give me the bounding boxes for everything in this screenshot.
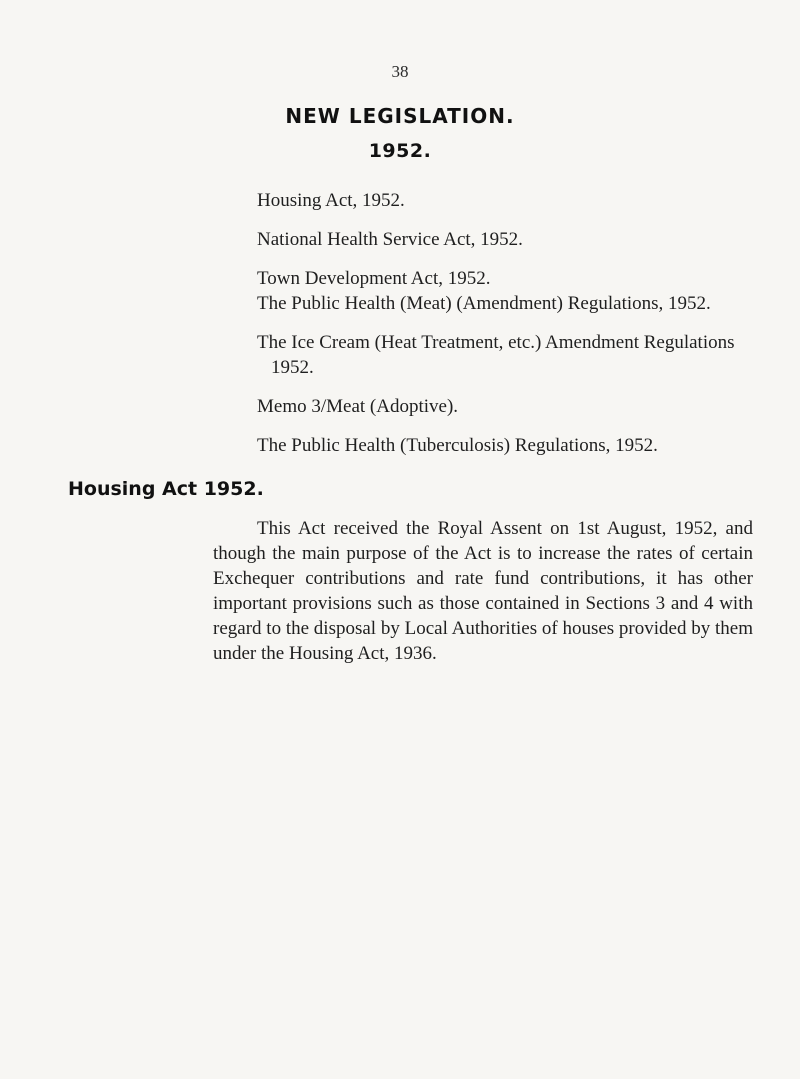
section-heading: Housing Act 1952.: [68, 478, 264, 500]
legislation-item: Housing Act, 1952.: [257, 190, 405, 211]
legislation-item: Town Development Act, 1952.: [257, 268, 491, 289]
legislation-item: National Health Service Act, 1952.: [257, 229, 523, 250]
legislation-item: Memo 3/Meat (Adoptive).: [257, 396, 459, 417]
page-title: NEW LEGISLATION.: [285, 104, 515, 128]
legislation-item: The Public Health (Tuberculosis) Regulations, 1952.: [257, 435, 658, 456]
legislation-item: The Public Health (Meat) (Amendment) Regulations, 1952.: [257, 293, 711, 314]
section-body: This Act received the Royal Assent on 1st August, 1952, and though the main purpose of the Act is to increase the rates of certain Exchequer contributions and rate fund contributions, it has other important provisions such as those contained in Sections 3 and 4 with regard to the disposal by Local Authorities of houses provided by them under the Housing Act, 1936.: [213, 518, 753, 664]
legislation-list: [257, 188, 767, 458]
page-number: 38: [391, 62, 409, 81]
legislation-item: The Ice Cream (Heat Treatment, etc.) Amendment Regulations 1952.: [257, 332, 735, 378]
page-year: 1952.: [368, 140, 432, 162]
